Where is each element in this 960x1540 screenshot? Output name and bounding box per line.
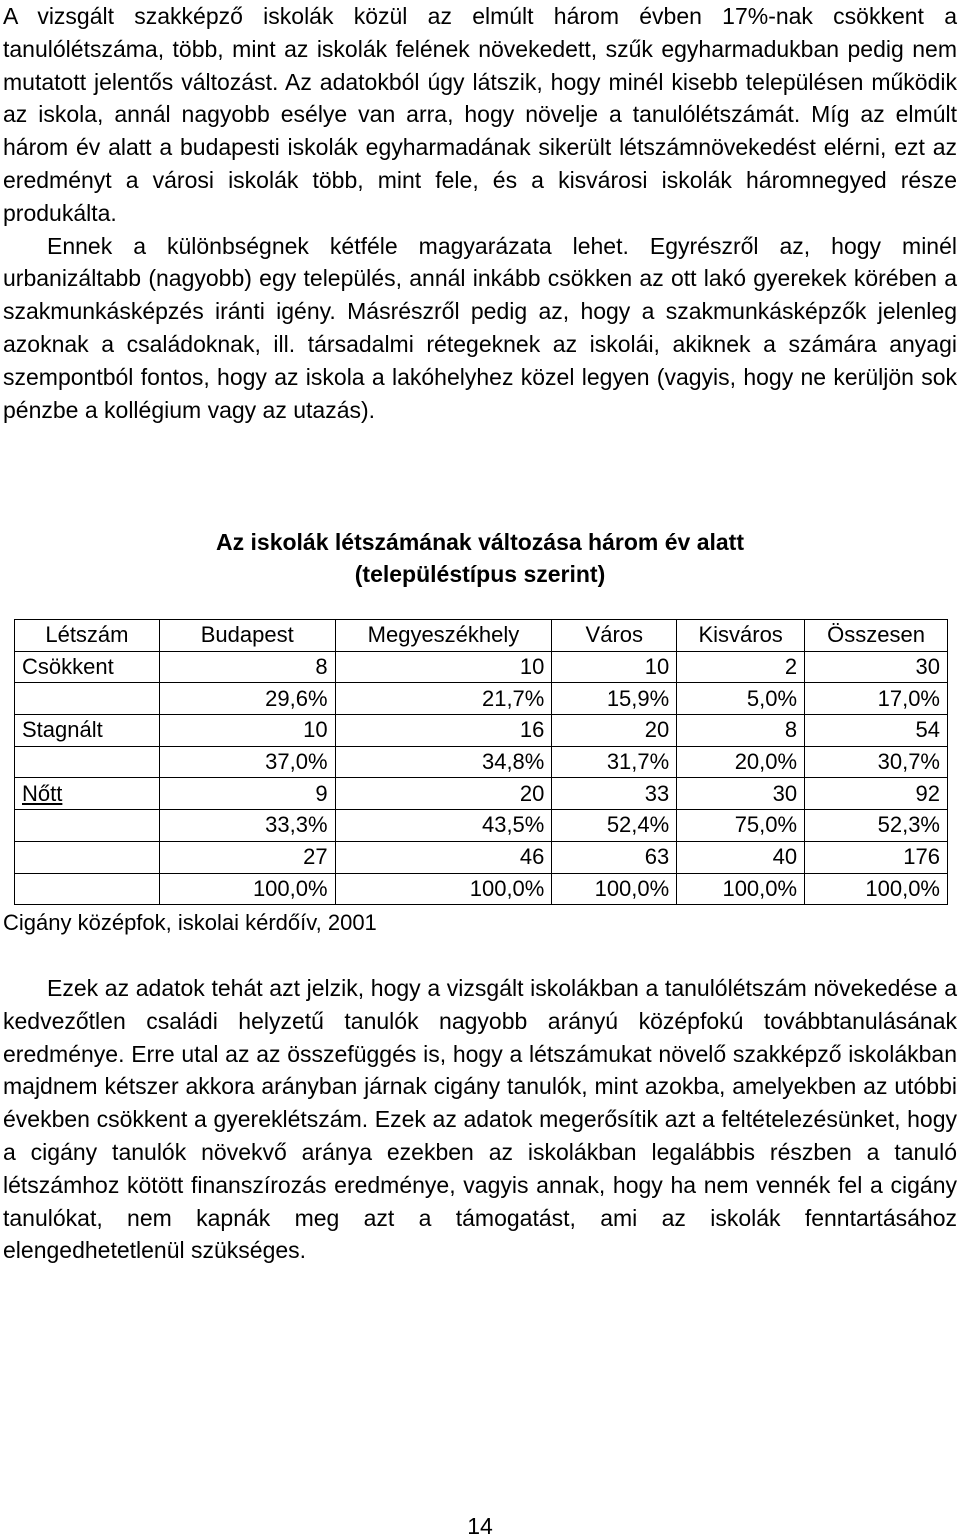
paragraph-2-text: Ennek a különbségnek kétféle magyarázata lehet. Egyrészről az, hogy minél urbanizáltabb (nagyobb) egy település, annál inkább csökken az ott lakó gyerekek körében a szakmunkásképzés iránti igény. Másrészről pedig az, hogy a szakmunkásképzők jelenleg azoknak a családoknak, ill. társadalmi rétegeknek az iskolái, akiknek a számára anyagi szempontból fontos, hogy az iskola a lakóhelyhez közel legyen (vagyis, hogy ne kerüljön sok pénzbe a kollégium vagy az utazás). bbox=[3, 232, 957, 423]
table-cell: 37,0% bbox=[159, 746, 335, 778]
table-cell: 54 bbox=[805, 715, 948, 747]
table-row bbox=[15, 683, 948, 715]
enrollment-change-table bbox=[14, 619, 948, 905]
table-cell: 20 bbox=[552, 715, 677, 747]
table-cell: 29,6% bbox=[159, 683, 335, 715]
row-label bbox=[15, 873, 160, 905]
body-paragraph-1 bbox=[3, 0, 957, 426]
table-cell: 27 bbox=[159, 841, 335, 873]
table-cell: 34,8% bbox=[335, 746, 552, 778]
body-paragraph-3 bbox=[3, 972, 957, 1267]
table-row bbox=[15, 841, 948, 873]
header-cell: Kisváros bbox=[677, 620, 805, 652]
table-cell: 8 bbox=[159, 651, 335, 683]
table-cell: 10 bbox=[159, 715, 335, 747]
table-row bbox=[15, 810, 948, 842]
row-label bbox=[15, 683, 160, 715]
row-label: Nőtt bbox=[15, 778, 160, 810]
table-cell: 20,0% bbox=[677, 746, 805, 778]
table-cell: 33,3% bbox=[159, 810, 335, 842]
table-cell: 8 bbox=[677, 715, 805, 747]
table-cell: 17,0% bbox=[805, 683, 948, 715]
table-row bbox=[15, 715, 948, 747]
table-cell: 176 bbox=[805, 841, 948, 873]
row-label: Stagnált bbox=[15, 715, 160, 747]
table-source-note: Cigány középfok, iskolai kérdőív, 2001 bbox=[3, 910, 377, 935]
row-label: Csökkent bbox=[15, 651, 160, 683]
table-cell: 30,7% bbox=[805, 746, 948, 778]
header-cell: Város bbox=[552, 620, 677, 652]
header-cell: Megyeszékhely bbox=[335, 620, 552, 652]
table-cell: 31,7% bbox=[552, 746, 677, 778]
table-cell: 40 bbox=[677, 841, 805, 873]
table-cell: 10 bbox=[552, 651, 677, 683]
table-cell: 100,0% bbox=[805, 873, 948, 905]
table-cell: 100,0% bbox=[159, 873, 335, 905]
table-row bbox=[15, 778, 948, 810]
table-title-line-1: Az iskolák létszámának változása három év alatt bbox=[216, 529, 744, 555]
table-cell: 20 bbox=[335, 778, 552, 810]
page-number: 14 bbox=[467, 1513, 493, 1539]
row-label bbox=[15, 810, 160, 842]
table-cell: 63 bbox=[552, 841, 677, 873]
table-cell: 46 bbox=[335, 841, 552, 873]
table-cell: 43,5% bbox=[335, 810, 552, 842]
header-cell: Összesen bbox=[805, 620, 948, 652]
table-row bbox=[15, 651, 948, 683]
header-cell: Budapest bbox=[159, 620, 335, 652]
table-cell: 100,0% bbox=[335, 873, 552, 905]
table-cell: 5,0% bbox=[677, 683, 805, 715]
row-label bbox=[15, 746, 160, 778]
table-cell: 33 bbox=[552, 778, 677, 810]
table-cell: 15,9% bbox=[552, 683, 677, 715]
table-title-line-2: (településtípus szerint) bbox=[354, 561, 606, 587]
table-cell: 16 bbox=[335, 715, 552, 747]
table-cell: 30 bbox=[805, 651, 948, 683]
table-cell: 10 bbox=[335, 651, 552, 683]
table-cell: 2 bbox=[677, 651, 805, 683]
paragraph-3-text: Ezek az adatok tehát azt jelzik, hogy a vizsgált iskolákban a tanulólétszám növekedése a kedvezőtlen családi helyzetű tanulók nagyobb arányú középfokú továbbtanulásának eredménye. Erre utal az az összefüggés is, hogy a létszámukat növelő szakképző iskolákban majdnem kétszer akkora arányban járnak cigány tanulók, mint azokba, amelyekben az utóbbi években csökkent a gyereklétszám. Ezek az adatok megerősítik azt a feltételezésünket, hogy a cigány tanulók növekvő aránya ezekben az iskolákban legalábbis részben a tanuló létszámhoz kötött finanszírozás eredménye, vagyis annak, hogy ha nem vennék fel a cigány tanulókat, nem kapnák meg azt a támogatást, ami az iskolák fenntartásához elengedhetetlenül szükséges. bbox=[3, 975, 957, 1264]
table-cell: 92 bbox=[805, 778, 948, 810]
table-cell: 9 bbox=[159, 778, 335, 810]
table-cell: 21,7% bbox=[335, 683, 552, 715]
table-row bbox=[15, 873, 948, 905]
paragraph-1-text: A vizsgált szakképző iskolák közül az elmúlt három évben 17%-nak csökkent a tanulólétszáma, több, mint az iskolák felének növekedett, szűk egyharmadukban pedig nem mutatott jelentős változást. Az adatokból úgy látszik, hogy minél kisebb településen működik az iskola, annál nagyobb esélye van arra, hogy növelje a tanulólétszámát. Míg az elmúlt három év alatt a budapesti iskolák egyharmadának sikerült létszámnövekedést elérni, ezt az eredményt a városi iskolák több, mint fele, és a kisvárosi iskolák háromnegyed része produkálta. bbox=[3, 3, 957, 226]
table-cell: 100,0% bbox=[552, 873, 677, 905]
header-cell: Létszám bbox=[15, 620, 160, 652]
table-cell: 75,0% bbox=[677, 810, 805, 842]
table-title bbox=[0, 526, 960, 590]
table-cell: 30 bbox=[677, 778, 805, 810]
row-label bbox=[15, 841, 160, 873]
table-cell: 100,0% bbox=[677, 873, 805, 905]
table-cell: 52,3% bbox=[805, 810, 948, 842]
table-header-row bbox=[15, 620, 948, 652]
table-cell: 52,4% bbox=[552, 810, 677, 842]
table-row bbox=[15, 746, 948, 778]
